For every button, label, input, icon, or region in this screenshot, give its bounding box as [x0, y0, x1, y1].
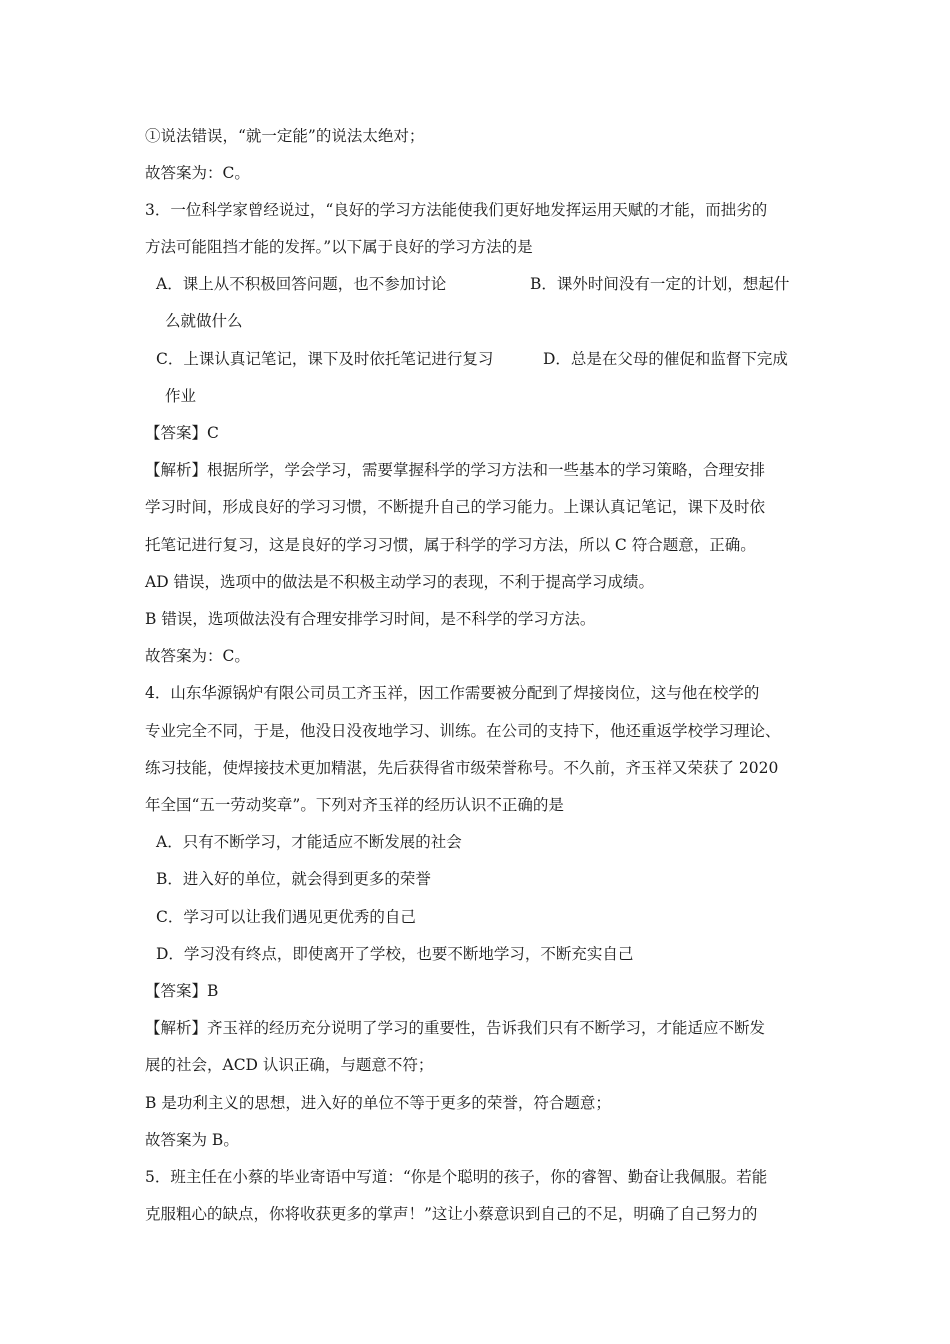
q5-stem-line-1: 5．班主任在小蔡的毕业寄语中写道：“你是个聪明的孩子，你的睿智、勤奋让我佩服。若能 — [145, 1168, 768, 1186]
q3-option-c: C．上课认真记笔记，课下及时依托笔记进行复习 — [156, 350, 494, 368]
q4-conclusion: 故答案为 B。 — [145, 1131, 239, 1149]
q4-analysis-line-2: 展的社会，ACD 认识正确，与题意不符； — [145, 1056, 434, 1074]
q3-analysis-line-1: 【解析】根据所学，学会学习，需要掌握科学的学习方法和一些基本的学习策略，合理安排 — [145, 461, 766, 479]
q3-option-b-line-1: B．课外时间没有一定的计划，想起什 — [530, 275, 790, 293]
q3-option-b-line-2: 么就做什么 — [165, 312, 243, 330]
q3-option-d-line-1: D．总是在父母的催促和监督下完成 — [543, 350, 788, 368]
q4-option-a: A．只有不断学习，才能适应不断发展的社会 — [156, 833, 462, 851]
q4-analysis-line-1: 【解析】齐玉祥的经历充分说明了学习的重要性，告诉我们只有不断学习，才能适应不断发 — [145, 1019, 766, 1037]
q2-analysis-line: ①说法错误，“就一定能”的说法太绝对； — [145, 127, 425, 145]
q2-conclusion: 故答案为：C。 — [145, 164, 250, 182]
q4-answer: 【答案】B — [145, 982, 219, 1000]
q3-analysis-line-5: B 错误，选项做法没有合理安排学习时间，是不科学的学习方法。 — [145, 610, 596, 628]
q4-option-b: B．进入好的单位，就会得到更多的荣誉 — [156, 870, 431, 888]
q3-analysis-line-3: 托笔记进行复习，这是良好的学习习惯，属于科学的学习方法，所以 C 符合题意，正确。 — [145, 536, 756, 554]
q3-answer: 【答案】C — [145, 424, 219, 442]
q4-option-c: C．学习可以让我们遇见更优秀的自己 — [156, 908, 416, 926]
q3-option-d-line-2: 作业 — [165, 387, 197, 405]
q3-option-a: A．课上从不积极回答问题，也不参加讨论 — [156, 275, 447, 293]
q4-stem-line-1: 4．山东华源锅炉有限公司员工齐玉祥，因工作需要被分配到了焊接岗位，这与他在校学的 — [145, 684, 760, 702]
q3-conclusion: 故答案为：C。 — [145, 647, 250, 665]
q3-analysis-line-2: 学习时间，形成良好的学习习惯，不断提升自己的学习能力。上课认真记笔记，课下及时依 — [145, 498, 766, 516]
q4-stem-line-3: 练习技能，使焊接技术更加精湛，先后获得省市级荣誉称号。不久前，齐玉祥又荣获了 2020 — [145, 759, 779, 777]
q5-stem-line-2: 克服粗心的缺点，你将收获更多的掌声！”这让小蔡意识到自己的不足，明确了自己努力的 — [145, 1205, 758, 1223]
q3-analysis-line-4: AD 错误，选项中的做法是不积极主动学习的表现，不利于提高学习成绩。 — [145, 573, 655, 591]
q4-stem-line-4: 年全国“五一劳动奖章”。下列对齐玉祥的经历认识不正确的是 — [145, 796, 564, 814]
q4-stem-line-2: 专业完全不同，于是，他没日没夜地学习、训练。在公司的支持下，他还重返学校学习理论、 — [145, 722, 781, 740]
q3-stem-line-1: 3．一位科学家曾经说过，“良好的学习方法能使我们更好地发挥运用天赋的才能，而拙劣的 — [145, 201, 768, 219]
q3-stem-line-2: 方法可能阻挡才能的发挥。”以下属于良好的学习方法的是 — [145, 238, 533, 256]
q4-analysis-line-3: B 是功利主义的思想，进入好的单位不等于更多的荣誉，符合题意； — [145, 1094, 611, 1112]
q4-option-d: D．学习没有终点，即使离开了学校，也要不断地学习，不断充实自己 — [156, 945, 634, 963]
